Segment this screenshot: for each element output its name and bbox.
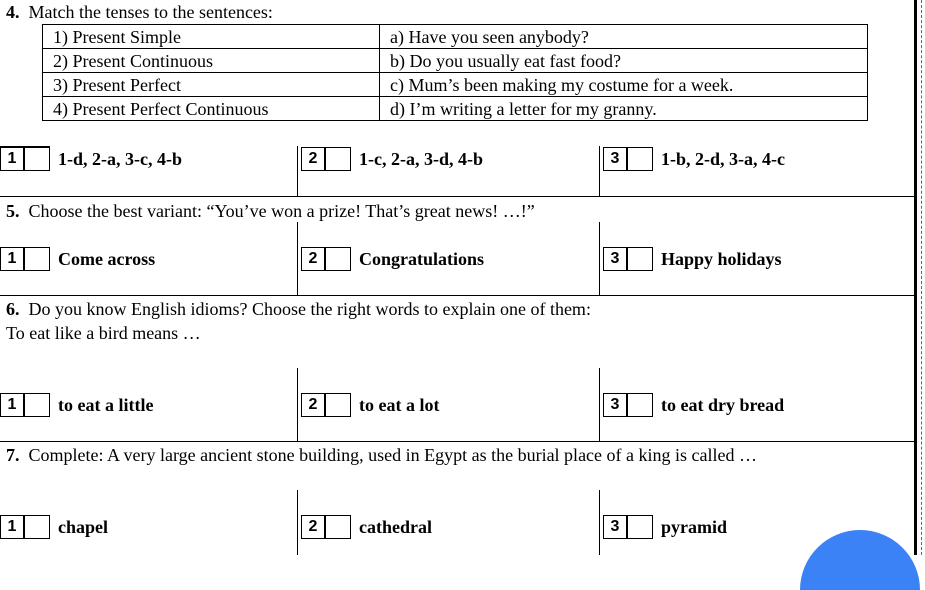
q6-option-3[interactable] [603,393,784,417]
q4-option-1[interactable] [0,147,182,171]
page-right-border [914,0,917,555]
answer-checkbox[interactable] [24,147,50,171]
section-divider [0,196,914,197]
option-text: to eat a lot [359,394,440,415]
q4-heading [6,2,273,22]
q4-option-2[interactable] [301,147,483,171]
q5-option-2[interactable] [301,247,484,271]
tense-cell: 4) Present Perfect Continuous [43,97,380,121]
option-text: pyramid [661,516,728,537]
q6-option-1[interactable] [0,393,153,417]
answer-checkbox[interactable] [627,147,653,171]
floating-action-button[interactable] [800,530,920,590]
answer-checkbox[interactable] [325,515,351,539]
tense-cell: 1) Present Simple [43,25,380,49]
option-divider [297,222,298,295]
q5-option-1[interactable] [0,247,155,271]
option-divider [297,368,298,441]
q5-title: Choose the best variant: “You’ve won a prize! That’s great news! …!” [28,201,535,221]
q7-number: 7. [6,445,20,465]
option-text: 1-d, 2-a, 3-c, 4-b [58,148,182,169]
sentence-cell: a) Have you seen anybody? [380,25,868,49]
option-number-box: 1 [0,247,24,271]
q7-heading [6,445,757,465]
q4-title: Match the tenses to the sentences: [28,2,273,22]
option-divider [297,490,298,555]
option-text: Congratulations [359,248,485,269]
q6-heading [6,299,591,319]
tense-cell: 3) Present Perfect [43,73,380,97]
sentence-cell: d) I’m writing a letter for my granny. [380,97,868,121]
option-text: chapel [58,516,109,537]
option-number-box: 1 [0,147,24,171]
option-number-box: 3 [603,393,627,417]
answer-checkbox[interactable] [24,393,50,417]
table-row [43,73,868,97]
option-number-box: 2 [301,393,325,417]
q6-number: 6. [6,299,20,319]
q4-number: 4. [6,2,20,22]
option-text: to eat dry bread [661,394,785,415]
q7-option-1[interactable] [0,515,108,539]
option-number-box: 2 [301,247,325,271]
q4-option-3[interactable] [603,147,785,171]
option-text: 1-b, 2-d, 3-a, 4-c [661,148,785,169]
option-text: Come across [58,248,156,269]
q5-option-3[interactable] [603,247,782,271]
answer-checkbox[interactable] [24,515,50,539]
answer-checkbox[interactable] [627,393,653,417]
option-number-box: 2 [301,147,325,171]
option-number-box: 3 [603,515,627,539]
section-divider [0,441,914,442]
q7-title: Complete: A very large ancient stone building, used in Egypt as the burial place of a king is called … [28,445,757,465]
option-number-box: 3 [603,147,627,171]
option-text: to eat a little [58,394,154,415]
option-text: Happy holidays [661,248,782,269]
q6-subtitle: To eat like a bird means … [6,323,201,343]
table-row [43,97,868,121]
option-divider [599,222,600,295]
q7-option-2[interactable] [301,515,432,539]
tense-cell: 2) Present Continuous [43,49,380,73]
option-divider [599,368,600,441]
answer-checkbox[interactable] [325,147,351,171]
option-number-box: 2 [301,515,325,539]
sentence-cell: c) Mum’s been making my costume for a week. [380,73,868,97]
section-divider [0,295,914,296]
page-right-border-dashed [921,0,923,555]
option-number-box: 3 [603,247,627,271]
option-divider [297,146,298,196]
answer-checkbox[interactable] [627,515,653,539]
q6-option-2[interactable] [301,393,439,417]
answer-checkbox[interactable] [627,247,653,271]
option-divider [599,146,600,196]
option-divider [599,490,600,555]
sentence-cell: b) Do you usually eat fast food? [380,49,868,73]
table-row [43,25,868,49]
option-number-box: 1 [0,393,24,417]
q7-option-3[interactable] [603,515,727,539]
answer-checkbox[interactable] [325,247,351,271]
table-row [43,49,868,73]
option-text: cathedral [359,516,432,537]
q6-title: Do you know English idioms? Choose the right words to explain one of them: [28,299,591,319]
q4-matching-table [42,24,868,121]
q5-heading [6,201,535,221]
answer-checkbox[interactable] [325,393,351,417]
answer-checkbox[interactable] [24,247,50,271]
option-number-box: 1 [0,515,24,539]
q5-number: 5. [6,201,20,221]
option-text: 1-c, 2-a, 3-d, 4-b [359,148,483,169]
